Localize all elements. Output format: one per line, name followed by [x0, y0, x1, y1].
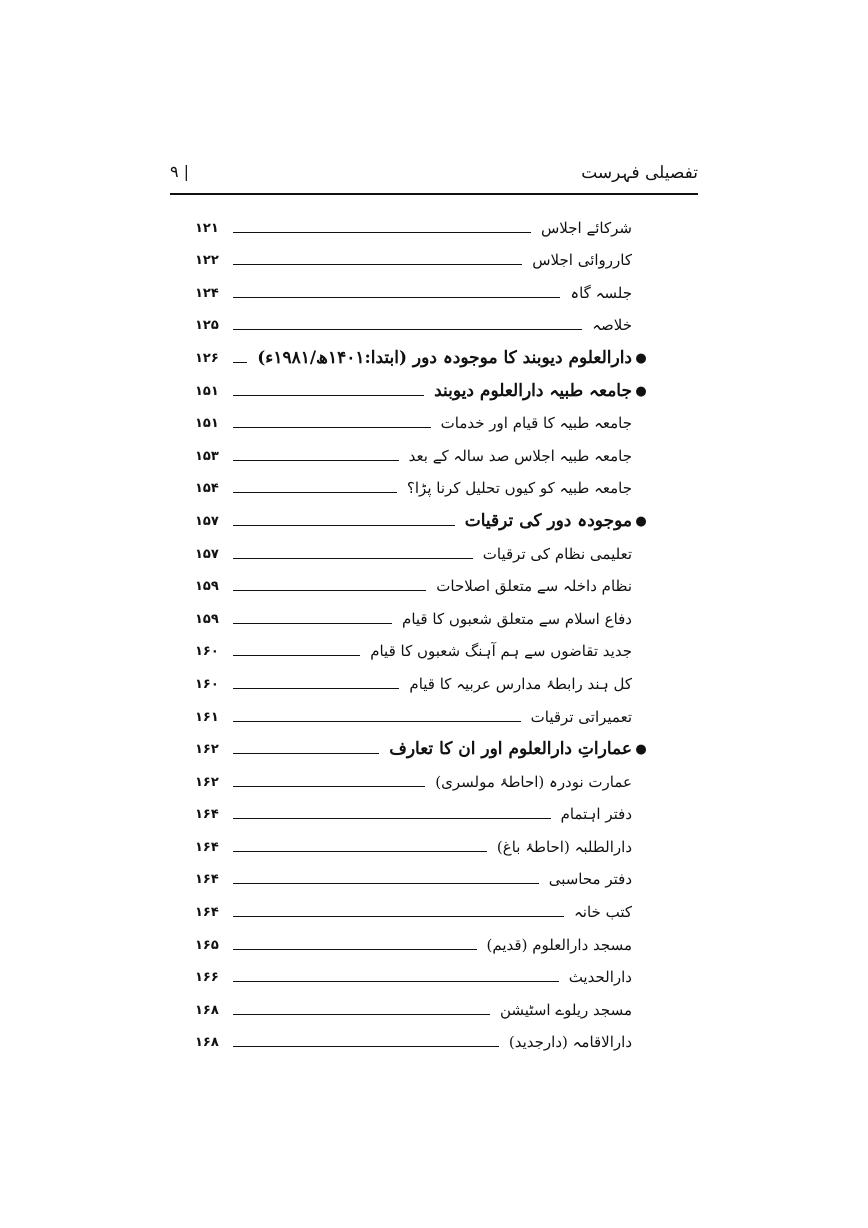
- toc-entry-page-number: ۱۶۴: [195, 905, 219, 921]
- leader-line: [233, 949, 477, 950]
- toc-entry[interactable]: [195, 210, 650, 243]
- leader-line: [233, 460, 399, 461]
- toc-entry-title: عمارت نودرہ (احاطۂ مولسری): [435, 772, 632, 791]
- leader-line: [233, 655, 360, 656]
- toc-entry-page-number: ۱۵۹: [195, 611, 219, 627]
- toc-section-entry[interactable]: [195, 503, 650, 536]
- toc-entry-page-number: ۱۵۱: [195, 416, 219, 432]
- bullet-icon: ●: [635, 383, 647, 399]
- toc-entry-page-number: ۱۲۲: [195, 253, 219, 269]
- toc-entry[interactable]: [195, 927, 650, 960]
- page-title: تفصیلی فہرست: [581, 163, 698, 183]
- toc-entry-title: جامعہ طبیہ دارالعلوم دیوبند: [434, 380, 632, 401]
- toc-entry-title: دارالاقامہ (دارجدید): [508, 1033, 632, 1052]
- toc-entry[interactable]: [195, 862, 650, 895]
- leader-line: [233, 883, 539, 884]
- leader-line: [233, 981, 559, 982]
- toc-section-entry[interactable]: [195, 340, 650, 373]
- toc-entry-page-number: ۱۶۸: [195, 1035, 219, 1051]
- toc-entry-title: دفتر محاسبی: [548, 870, 632, 889]
- toc-entry-title: موجودہ دور کی ترقیات: [464, 510, 632, 531]
- leader-line: [233, 590, 426, 591]
- toc-entry-title: دارالحدیث: [568, 968, 632, 987]
- toc-entry[interactable]: [195, 438, 650, 471]
- leader-line: [233, 688, 399, 689]
- toc-entry-page-number: ۱۶۶: [195, 970, 219, 986]
- toc-entry-title: تعلیمی نظام کی ترقیات: [482, 544, 632, 563]
- toc-entry[interactable]: [195, 764, 650, 797]
- bullet-icon: ●: [635, 742, 647, 758]
- toc-entry-title: جامعہ طبیہ اجلاس صد سالہ کے بعد: [408, 446, 632, 465]
- toc-entry-page-number: ۱۶۸: [195, 1002, 219, 1018]
- toc-entry-page-number: ۱۶۴: [195, 872, 219, 888]
- leader-line: [233, 916, 564, 917]
- header-divider: [170, 193, 698, 195]
- toc-section-entry[interactable]: [195, 732, 650, 765]
- table-of-contents: [195, 210, 650, 1057]
- leader-line: [233, 427, 431, 428]
- toc-section-entry[interactable]: [195, 373, 650, 406]
- toc-entry-title: عماراتِ دارالعلوم اور ان کا تعارف: [389, 739, 632, 760]
- toc-entry-page-number: ۱۵۴: [195, 481, 219, 497]
- toc-entry-page-number: ۱۶۴: [195, 807, 219, 823]
- toc-entry-title: مسجد ریلوے اسٹیشن: [499, 1000, 632, 1019]
- toc-entry-title: جلسہ گاہ: [570, 283, 632, 302]
- leader-line: [233, 297, 560, 298]
- leader-line: [233, 753, 379, 754]
- toc-entry-page-number: ۱۵۷: [195, 513, 219, 529]
- toc-entry-title: کتب خانہ: [574, 903, 632, 922]
- toc-entry-page-number: ۱۵۹: [195, 579, 219, 595]
- leader-line: [233, 1046, 499, 1047]
- page-number: ۹ |: [170, 162, 190, 181]
- toc-entry[interactable]: [195, 243, 650, 276]
- leader-line: [233, 362, 247, 363]
- toc-entry-title: جامعہ طبیہ کو کیوں تحلیل کرنا پڑا؟: [406, 479, 632, 498]
- toc-entry[interactable]: [195, 894, 650, 927]
- toc-entry-title: تعمیراتی ترقیات: [530, 707, 632, 726]
- leader-line: [233, 395, 424, 396]
- toc-entry[interactable]: [195, 829, 650, 862]
- bullet-icon: ●: [635, 350, 647, 366]
- toc-entry-page-number: ۱۶۵: [195, 937, 219, 953]
- leader-line: [233, 851, 487, 852]
- toc-entry[interactable]: [195, 275, 650, 308]
- toc-entry-title: نظام داخلہ سے متعلق اصلاحات: [436, 577, 632, 596]
- toc-entry[interactable]: [195, 666, 650, 699]
- toc-entry[interactable]: [195, 699, 650, 732]
- leader-line: [233, 818, 551, 819]
- toc-entry-page-number: ۱۶۲: [195, 774, 219, 790]
- toc-entry-title: کارروائی اجلاس: [532, 251, 632, 270]
- toc-entry-page-number: ۱۵۳: [195, 448, 219, 464]
- toc-entry-title: جامعہ طبیہ کا قیام اور خدمات: [440, 414, 632, 433]
- leader-line: [233, 232, 531, 233]
- leader-line: [233, 1014, 490, 1015]
- toc-entry[interactable]: [195, 992, 650, 1025]
- toc-entry[interactable]: [195, 308, 650, 341]
- toc-entry-page-number: ۱۲۱: [195, 220, 219, 236]
- leader-line: [233, 721, 521, 722]
- leader-line: [233, 492, 397, 493]
- toc-entry[interactable]: [195, 471, 650, 504]
- toc-entry-title: جدید تقاضوں سے ہم آہنگ شعبوں کا قیام: [370, 642, 632, 661]
- toc-entry-title: مسجد دارالعلوم (قدیم): [486, 935, 632, 954]
- toc-entry-page-number: ۱۲۴: [195, 285, 219, 301]
- leader-line: [233, 558, 473, 559]
- toc-entry-page-number: ۱۶۰: [195, 676, 219, 692]
- toc-entry[interactable]: [195, 634, 650, 667]
- toc-entry-title: دارالطلبہ (احاطۂ باغ): [496, 837, 632, 856]
- leader-line: [233, 329, 582, 330]
- leader-line: [233, 786, 425, 787]
- toc-entry[interactable]: [195, 536, 650, 569]
- page-header: [170, 160, 698, 188]
- toc-entry-page-number: ۱۵۱: [195, 383, 219, 399]
- toc-entry-page-number: ۱۶۱: [195, 709, 219, 725]
- toc-entry[interactable]: [195, 1025, 650, 1058]
- toc-entry-title: خلاصہ: [592, 316, 632, 335]
- toc-entry-title: دفتر اہتمام: [560, 805, 632, 824]
- toc-entry[interactable]: [195, 797, 650, 830]
- toc-entry-title: شرکائے اجلاس: [541, 218, 632, 237]
- toc-entry[interactable]: [195, 406, 650, 439]
- toc-entry-page-number: ۱۶۰: [195, 644, 219, 660]
- bullet-icon: ●: [635, 513, 647, 529]
- leader-line: [233, 623, 392, 624]
- toc-entry[interactable]: [195, 601, 650, 634]
- toc-entry-page-number: ۱۲۵: [195, 318, 219, 334]
- toc-entry-page-number: ۱۶۲: [195, 742, 219, 758]
- toc-entry-title: دارالعلوم دیوبند کا موجودہ دور (ابتدا:۱۴۰۱ھ/۱۹۸۱ء): [257, 347, 632, 368]
- leader-line: [233, 264, 522, 265]
- toc-entry-page-number: ۱۲۶: [195, 350, 219, 366]
- toc-entry-page-number: ۱۶۴: [195, 839, 219, 855]
- toc-entry[interactable]: [195, 960, 650, 993]
- toc-entry[interactable]: [195, 569, 650, 602]
- toc-entry-title: دفاع اسلام سے متعلق شعبوں کا قیام: [402, 609, 632, 628]
- toc-entry-page-number: ۱۵۷: [195, 546, 219, 562]
- toc-entry-title: کل ہند رابطۂ مدارس عربیہ کا قیام: [409, 674, 632, 693]
- leader-line: [233, 525, 455, 526]
